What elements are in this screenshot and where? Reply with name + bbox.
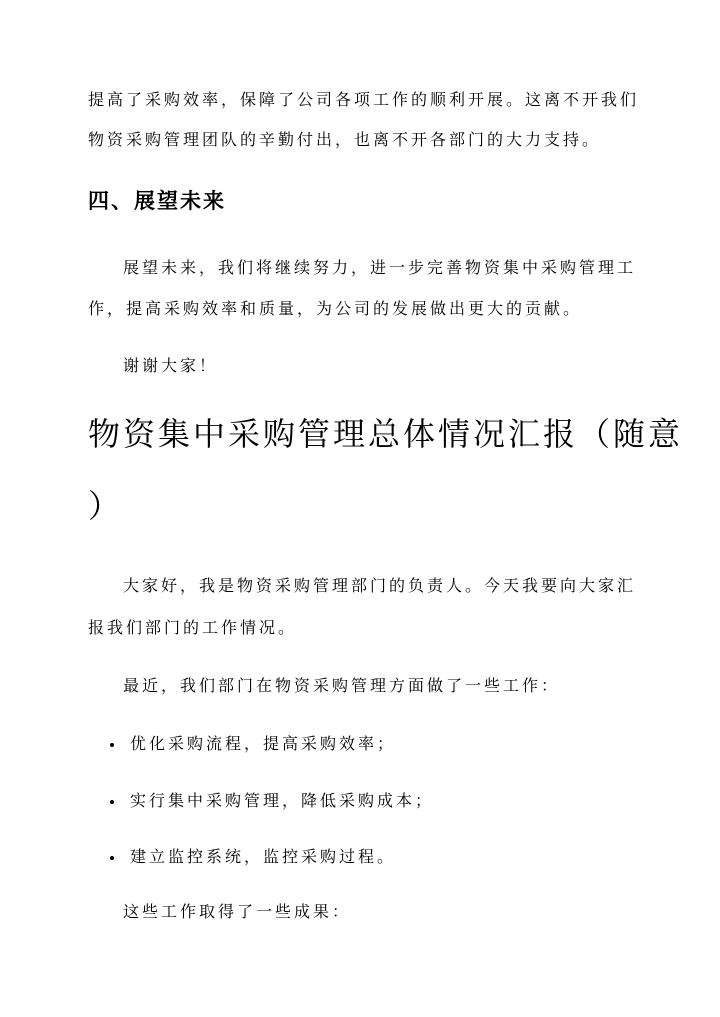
bullet-dot [110,856,114,860]
list-item: 优化采购流程，提高采购效率； [130,734,397,753]
document-title-continued: ） [88,487,124,525]
paragraph-text: 最近，我们部门在物资采购管理方面做了一些工作： [123,676,561,695]
paragraph-text: 大家好，我是物资采购管理部门的负责人。今天我要向大家汇 [123,576,637,595]
paragraph-text: 展望未来，我们将继续努力，进一步完善物资集中采购管理工 [123,258,637,277]
bullet-dot [110,743,114,747]
paragraph-text: 物资采购管理团队的辛勤付出，也离不开各部门的大力支持。 [88,130,602,149]
list-item: 实行集中采购管理，降低采购成本； [130,791,435,810]
closing-text: 谢谢大家！ [123,356,219,375]
document-title: 物资集中采购管理总体情况汇报（随意 [88,415,684,453]
paragraph-text: 这些工作取得了一些成果： [123,902,352,921]
list-item: 建立监控系统，监控采购过程。 [130,847,397,866]
section-heading: 四、展望未来 [88,189,226,213]
paragraph-text: 报我们部门的工作情况。 [88,618,298,637]
paragraph-text: 作，提高采购效率和质量，为公司的发展做出更大的贡献。 [88,299,583,318]
paragraph-text: 提高了采购效率，保障了公司各项工作的顺利开展。这离不开我们 [88,90,640,109]
bullet-dot [110,800,114,804]
